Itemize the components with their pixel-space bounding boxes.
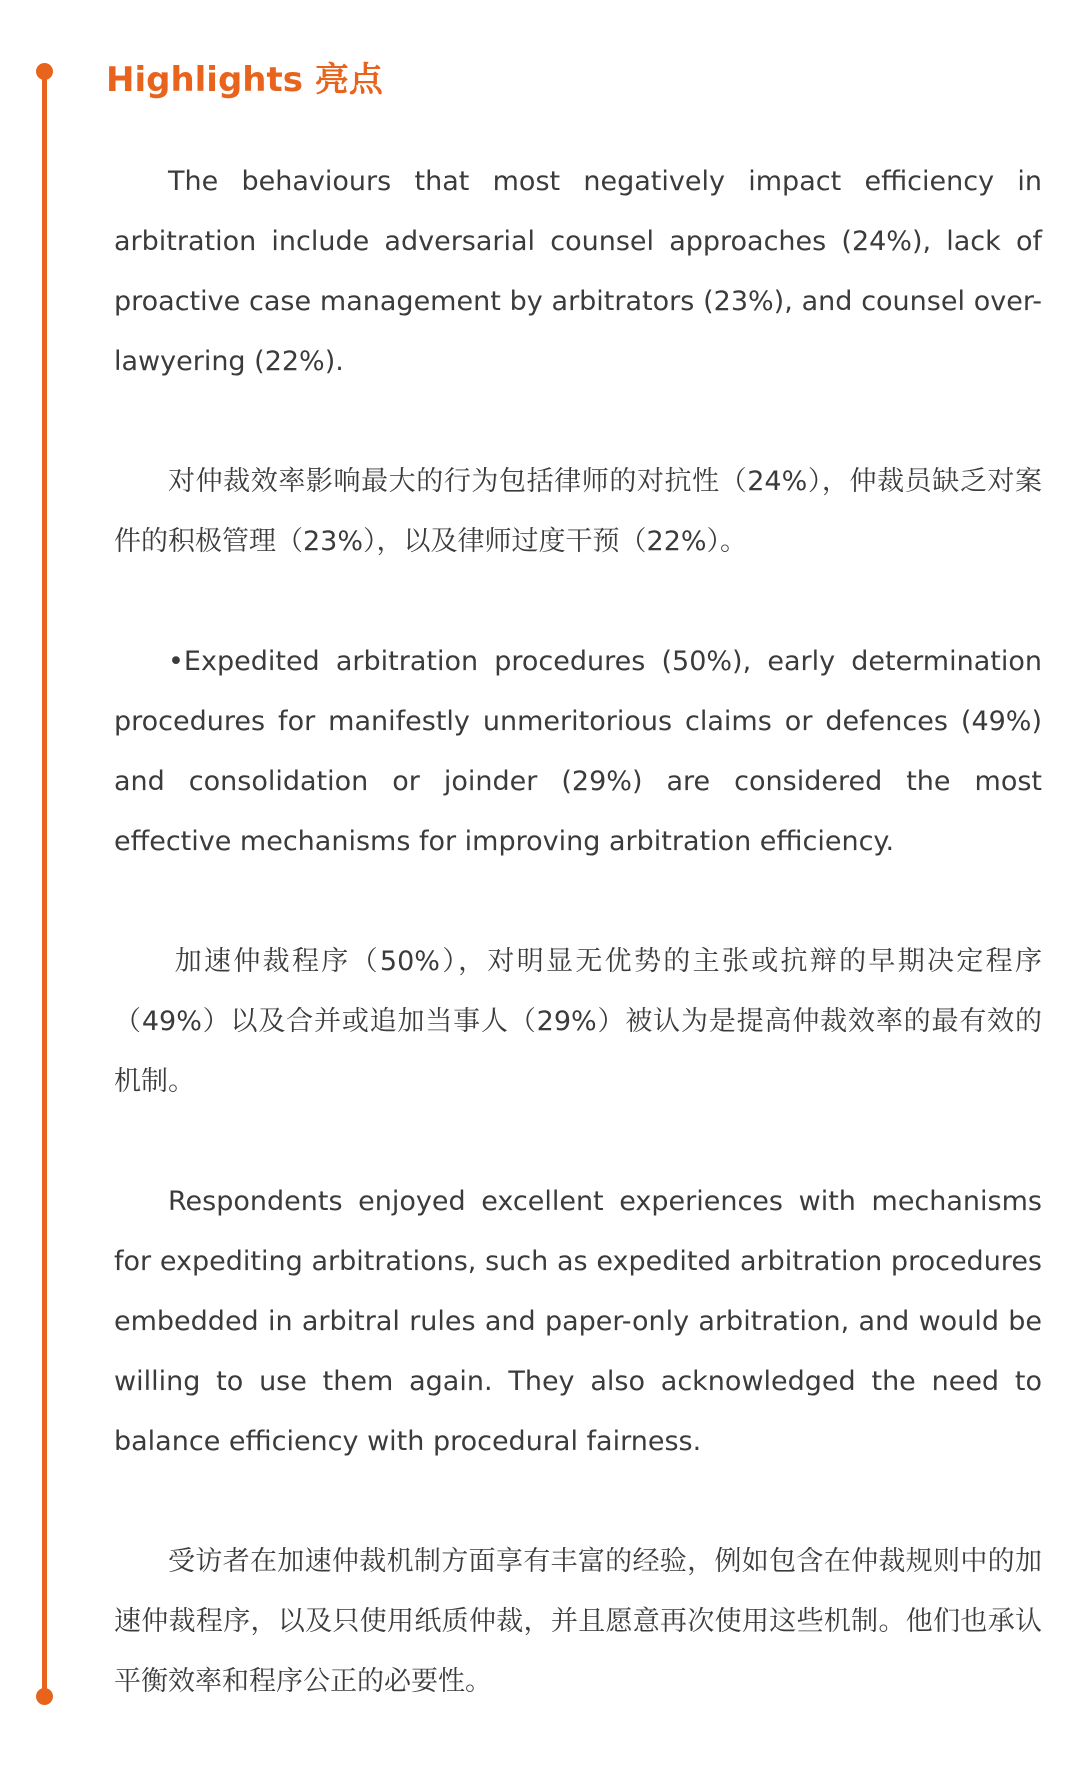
timeline-line <box>42 70 47 1695</box>
paragraph-zh-efficiency-behaviours: 对仲裁效率影响最大的行为包括律师的对抗性（24%），仲裁员缺乏对案件的积极管理（23%），以及律师过度干预（22%）。 <box>114 466 1042 557</box>
paragraph-zh-effective-mechanisms: 加速仲裁程序（50%），对明显无优势的主张或抗辩的早期决定程序（49%）以及合并或追加当事人（29%）被认为是提高仲裁效率的最有效的机制。 <box>114 946 1042 1097</box>
paragraph-en-respondent-experiences: Respondents enjoyed excellent experiences with mechanisms for expediting arbitrations, such as expedited arbitration procedures embedded in arbitral rules and paper-only arbitration, and would be willing to use them again. They also acknowledged the need to balance efficiency with procedural fairness. <box>114 1186 1042 1457</box>
paragraph-zh-respondent-experiences: 受访者在加速仲裁机制方面享有丰富的经验，例如包含在仲裁规则中的加速仲裁程序，以及只使用纸质仲裁，并且愿意再次使用这些机制。他们也承认平衡效率和程序公正的必要性。 <box>114 1546 1042 1697</box>
timeline-dot-top <box>36 63 53 80</box>
paragraph-en-effective-mechanisms: •Expedited arbitration procedures (50%), early determination procedures for manifestly unmeritorious claims or defences (49%) and consolidation or joinder (29%) are considered the most effective mechanisms for improving arbitration efficiency. <box>114 646 1042 857</box>
section-title: Highlights 亮点 <box>106 60 383 100</box>
highlights-content <box>114 152 1042 1712</box>
timeline-dot-bottom <box>36 1688 53 1705</box>
paragraph-en-efficiency-behaviours: The behaviours that most negatively impact efficiency in arbitration include adversarial counsel approaches (24%), lack of proactive case management by arbitrators (23%), and counsel over-lawyering (22%). <box>114 166 1042 377</box>
